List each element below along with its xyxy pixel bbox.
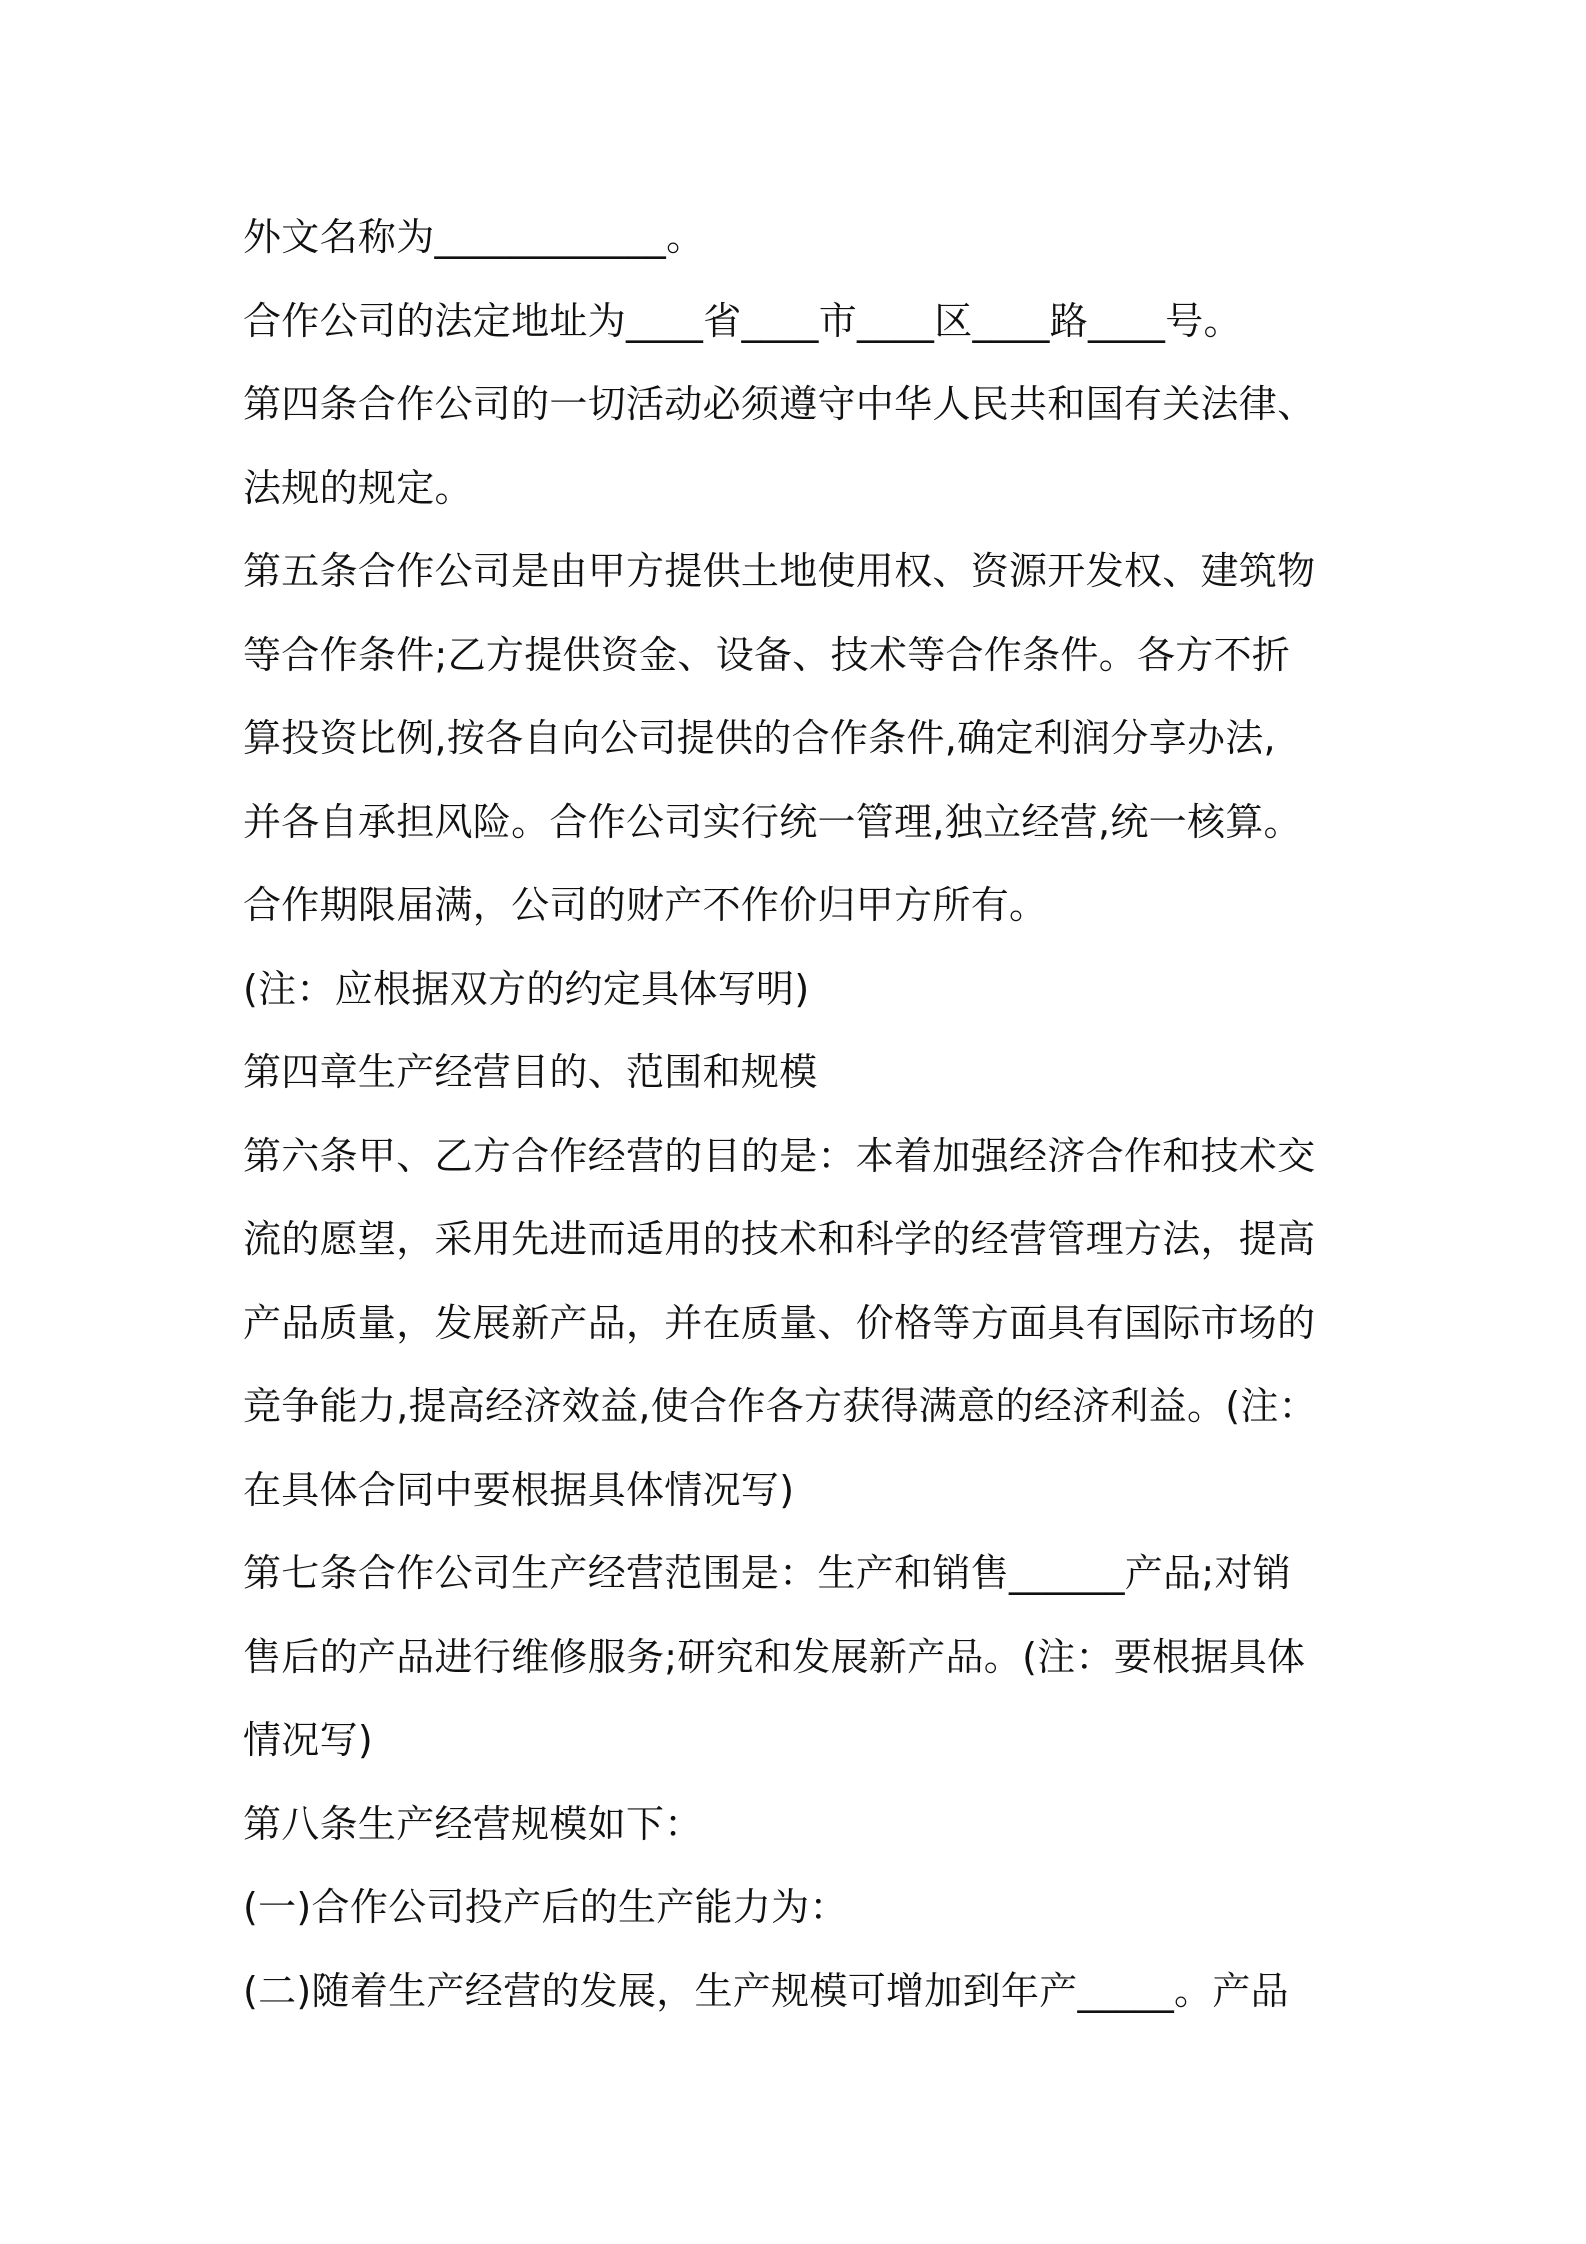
text-line: 第八条生产经营规模如下： — [243, 1801, 703, 1846]
text-line: (注：应根据双方的约定具体写明) — [243, 966, 810, 1011]
text-line: 情况写) — [243, 1718, 374, 1762]
text-line: 外文名称为____________。 — [243, 215, 705, 259]
text-line: 竞争能力,提高经济效益,使合作各方获得满意的经济利益。(注： — [243, 1384, 1317, 1428]
text-line: 第四条合作公司的一切活动必须遵守中华人民共和国有关法律、 — [243, 382, 1316, 426]
text-line: 等合作条件;乙方提供资金、设备、技术等合作条件。各方不折 — [243, 632, 1291, 677]
text-line: 产品质量，发展新产品，并在质量、价格等方面具有国际市场的 — [243, 1300, 1316, 1345]
text-line: 流的愿望，采用先进而适用的技术和科学的经营管理方法，提高 — [243, 1217, 1316, 1261]
text-line: 合作期限届满，公司的财产不作价归甲方所有。 — [243, 883, 1048, 927]
text-line: 第五条合作公司是由甲方提供土地使用权、资源开发权、建筑物 — [243, 549, 1316, 593]
text-line: 算投资比例,按各自向公司提供的合作条件,确定利润分享办法, — [243, 716, 1276, 760]
text-line: 售后的产品进行维修服务;研究和发展新产品。(注：要根据具体 — [243, 1634, 1306, 1679]
text-line: 第六条甲、乙方合作经营的目的是：本着加强经济合作和技术交 — [243, 1133, 1316, 1178]
text-line: 合作公司的法定地址为____省____市____区____路____号。 — [243, 298, 1242, 343]
chapter-heading: 第四章生产经营目的、范围和规模 — [243, 1050, 818, 1094]
document-body — [243, 196, 1353, 2033]
text-line: (一)合作公司投产后的生产能力为： — [243, 1885, 848, 1929]
text-line: 第七条合作公司生产经营范围是：生产和销售______产品;对销 — [243, 1551, 1292, 1595]
text-line: 在具体合同中要根据具体情况写) — [243, 1467, 795, 1512]
text-line: (二)随着生产经营的发展，生产规模可增加到年产_____。产品 — [243, 1968, 1289, 2013]
text-line: 并各自承担风险。合作公司实行统一管理,独立经营,统一核算。 — [243, 799, 1302, 844]
text-line: 法规的规定。 — [243, 465, 473, 510]
